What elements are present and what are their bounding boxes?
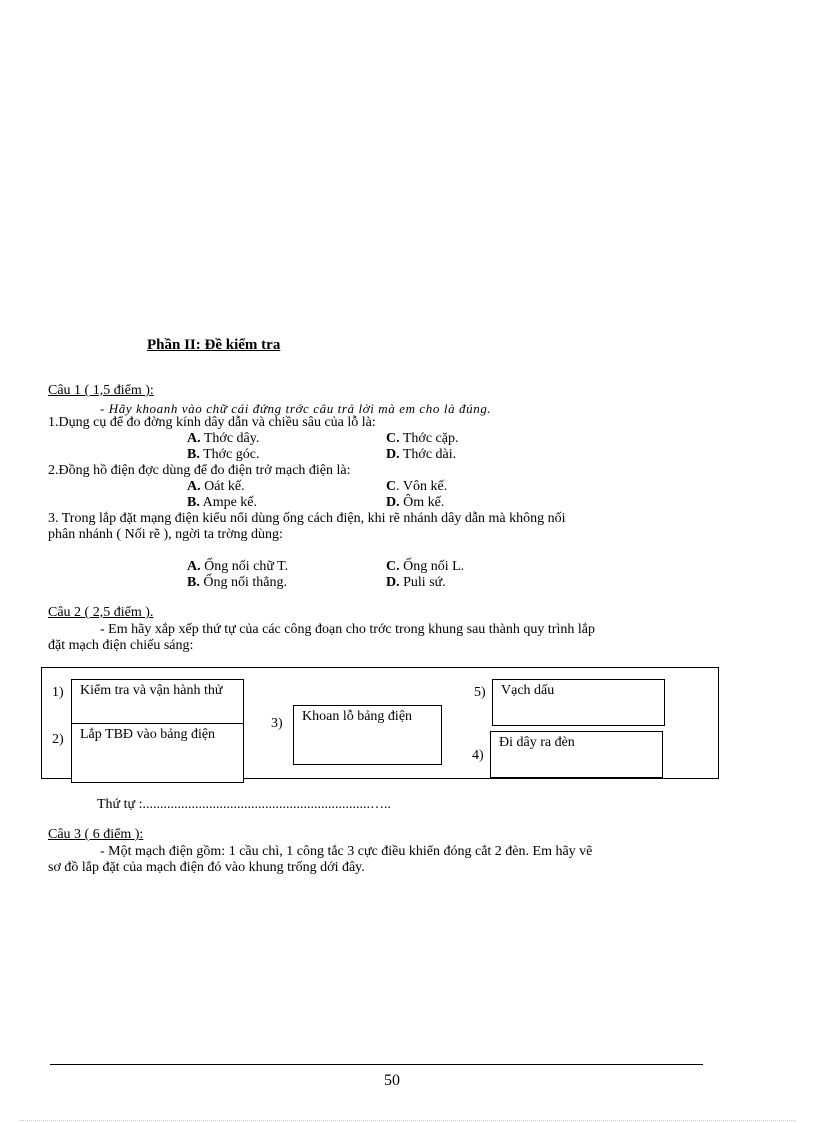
q1-item3-question-line1: 3. Trong lắp đặt mạng điện kiểu nổi dùng ống cách điện, khi rẽ nhánh dây dẫn mà không nối bbox=[48, 511, 566, 526]
step-2-number: 2) bbox=[52, 732, 64, 747]
page-number: 50 bbox=[384, 1072, 400, 1089]
q1-item3-option-a: A. Ống nối chữ T. bbox=[187, 559, 289, 574]
q1-item2-option-d: D. Ôm kế. bbox=[386, 495, 445, 510]
q3-line1: - Một mạch điện gồm: 1 cầu chì, 1 công tắc 3 cực điều khiển đóng cắt 2 đèn. Em hãy vẽ bbox=[100, 844, 593, 859]
q1-instruction: - Hãy khoanh vào chữ cái đứng trớc câu trả lời mà em cho là đúng. bbox=[100, 401, 492, 416]
q1-item1-question: 1.Dụng cụ để đo đờng kính dây dẫn và chiều sâu của lỗ là: bbox=[48, 415, 376, 430]
step-1-number: 1) bbox=[52, 685, 64, 700]
step-box-5: Vạch dấu bbox=[492, 679, 665, 726]
q2-heading: Câu 2 ( 2,5 điểm ). bbox=[48, 605, 154, 620]
order-answer-line: Thứ tự :.................................................................….. bbox=[97, 797, 392, 812]
q1-item3-option-d: D. Puli sứ. bbox=[386, 575, 446, 590]
q1-item1-option-b: B. Thớc góc. bbox=[187, 447, 260, 462]
q1-item3-option-b: B. Ống nối thẳng. bbox=[187, 575, 287, 590]
q2-instruction-line1: - Em hãy xắp xếp thứ tự của các công đoạn cho trớc trong khung sau thành quy trình lắp bbox=[100, 622, 595, 637]
q1-item1-option-c: C. Thớc cặp. bbox=[386, 431, 459, 446]
q1-item1-option-d: D. Thớc dài. bbox=[386, 447, 457, 462]
step-box-2: Lắp TBĐ vào bảng điện bbox=[71, 723, 244, 783]
q1-item2-question: 2.Đồng hồ điện đợc dùng để đo điện trở mạch điện là: bbox=[48, 463, 351, 478]
q1-item3-question-line2: phân nhánh ( Nối rẽ ), ngời ta trờng dùng: bbox=[48, 527, 283, 542]
step-box-1: Kiểm tra và vận hành thử bbox=[71, 679, 244, 724]
section-title: Phần II: Đề kiểm tra bbox=[147, 337, 281, 353]
step-box-4: Đi dây ra đèn bbox=[490, 731, 663, 778]
step-3-number: 3) bbox=[271, 716, 283, 731]
q3-line2: sơ đồ lắp đặt của mạch điện đó vào khung trống dới đây. bbox=[48, 860, 365, 875]
q1-item1-option-a: A. Thớc dây. bbox=[187, 431, 260, 446]
q1-item3-option-c: C. Ống nối L. bbox=[386, 559, 465, 574]
step-box-3: Khoan lỗ bảng điện bbox=[293, 705, 442, 765]
q1-item2-option-b: B. Ampe kế. bbox=[187, 495, 258, 510]
q1-item2-option-c: C. Vôn kế. bbox=[386, 479, 448, 494]
footer-rule bbox=[50, 1064, 703, 1065]
q2-instruction-line2: đặt mạch điện chiếu sáng: bbox=[48, 638, 194, 653]
step-4-number: 4) bbox=[472, 748, 484, 763]
q1-item2-option-a: A. Oát kế. bbox=[187, 479, 245, 494]
page-edge-dots bbox=[20, 1120, 796, 1121]
q1-heading: Câu 1 ( 1,5 điểm ): bbox=[48, 383, 154, 398]
step-5-number: 5) bbox=[474, 685, 486, 700]
q3-heading: Câu 3 ( 6 điểm ): bbox=[48, 827, 144, 842]
